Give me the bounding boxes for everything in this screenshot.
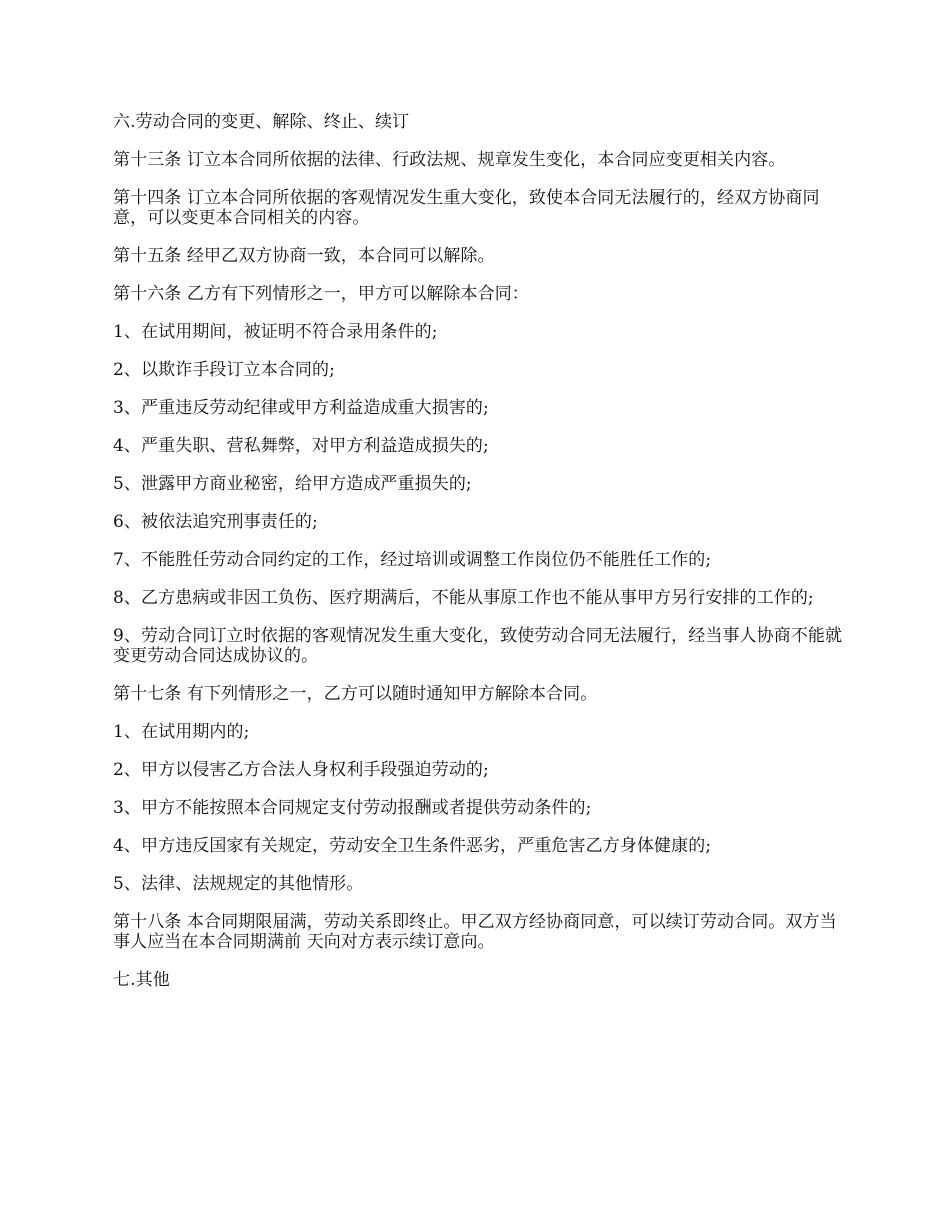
article-16-item-6: 6、被依法追究刑事责任的; xyxy=(113,512,318,532)
article-16-item-8: 8、乙方患病或非因工负伤、医疗期满后，不能从事原工作也不能从事甲方另行安排的工作的; xyxy=(113,588,814,608)
article-14: 第十四条 订立本合同所依据的客观情况发生重大变化，致使本合同无法履行的，经双方协商同意，可以变更本合同相关的内容。 xyxy=(113,188,820,228)
article-16-item-4: 4、严重失职、营私舞弊，对甲方利益造成损失的; xyxy=(113,436,489,456)
article-16-item-3: 3、严重违反劳动纪律或甲方利益造成重大损害的; xyxy=(113,398,489,418)
article-16-item-1: 1、在试用期间，被证明不符合录用条件的; xyxy=(113,322,438,342)
article-18: 第十八条 本合同期限届满，劳动关系即终止。甲乙双方经协商同意，可以续订劳动合同。双方当事人应当在本合同期满前 天向对方表示续订意向。 xyxy=(113,912,837,952)
article-16: 第十六条 乙方有下列情形之一，甲方可以解除本合同： xyxy=(113,284,529,304)
article-16-item-9: 9、劳动合同订立时依据的客观情况发生重大变化，致使劳动合同无法履行，经当事人协商不能就变更劳动合同达成协议的。 xyxy=(113,626,843,666)
article-15: 第十五条 经甲乙双方协商一致，本合同可以解除。 xyxy=(113,246,495,266)
article-16-item-5: 5、泄露甲方商业秘密，给甲方造成严重损失的; xyxy=(113,474,472,494)
article-17-item-2: 2、甲方以侵害乙方合法人身权利手段强迫劳动的; xyxy=(113,760,489,780)
article-17-item-4: 4、甲方违反国家有关规定，劳动安全卫生条件恶劣，严重危害乙方身体健康的; xyxy=(113,836,712,856)
article-17-item-3: 3、甲方不能按照本合同规定支付劳动报酬或者提供劳动条件的; xyxy=(113,798,592,818)
article-13: 第十三条 订立本合同所依据的法律、行政法规、规章发生变化，本合同应变更相关内容。 xyxy=(113,150,786,170)
document-body xyxy=(113,112,843,1008)
section-heading-change-termination: 六.劳动合同的变更、解除、终止、续订 xyxy=(113,112,410,132)
article-17-item-1: 1、在试用期内的; xyxy=(113,722,250,742)
article-17: 第十七条 有下列情形之一，乙方可以随时通知甲方解除本合同。 xyxy=(113,684,598,704)
article-17-item-5: 5、法律、法规规定的其他情形。 xyxy=(113,874,364,894)
section-heading-other: 七.其他 xyxy=(113,970,170,990)
article-16-item-2: 2、以欺诈手段订立本合同的; xyxy=(113,360,335,380)
article-16-item-7: 7、不能胜任劳动合同约定的工作，经过培训或调整工作岗位仍不能胜任工作的; xyxy=(113,550,712,570)
